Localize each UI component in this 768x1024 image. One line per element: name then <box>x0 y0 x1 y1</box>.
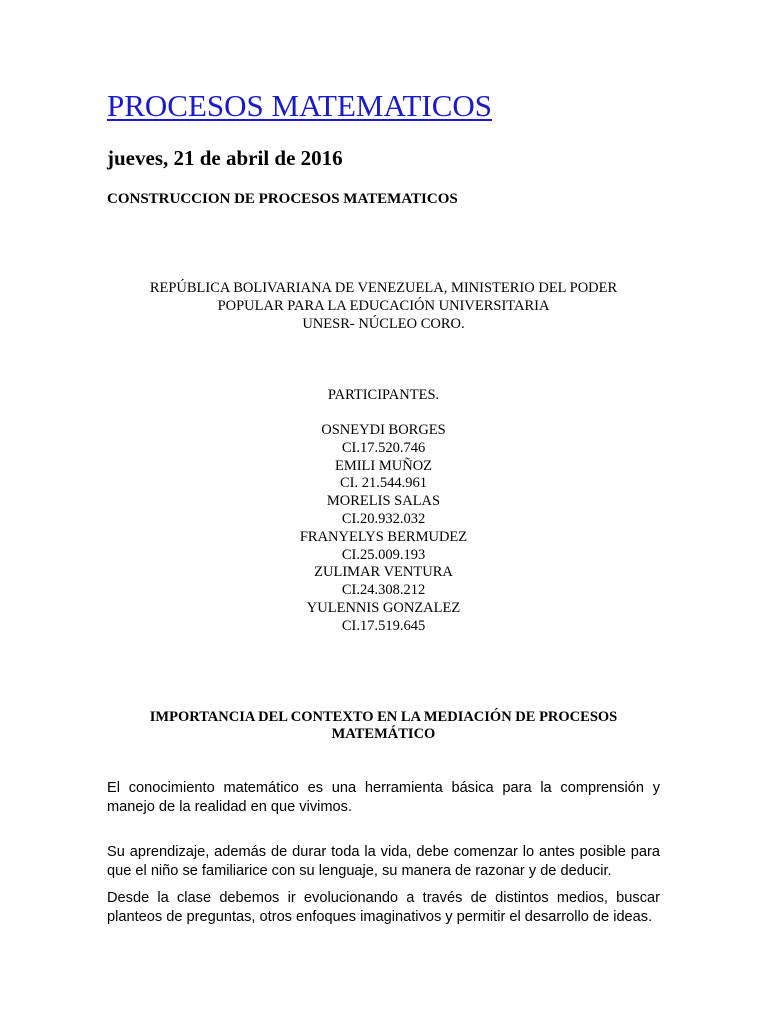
participant-ci: CI.25.009.193 <box>341 546 426 563</box>
participant-name: FRANYELYS BERMUDEZ <box>299 528 468 545</box>
section-heading-line: MATEMÁTICO <box>331 726 436 742</box>
institution-line: REPÚBLICA BOLIVARIANA DE VENEZUELA, MINISTERIO DEL PODER <box>149 280 618 296</box>
body-paragraph: Desde la clase debemos ir evolucionando a través de distintos medios, buscar planteos de preguntas, otros enfoques imaginativos y permitir el desarrollo de ideas. <box>107 890 660 925</box>
participant-name: MORELIS SALAS <box>326 493 441 510</box>
institution-block <box>107 279 660 333</box>
participant-name: YULENNIS GONZALEZ <box>306 599 461 616</box>
participant-ci: CI.17.520.746 <box>341 439 426 456</box>
participant-name: EMILI MUÑOZ <box>334 457 433 474</box>
body-paragraph: El conocimiento matemático es una herramienta básica para la comprensión y manejo de la realidad en que vivimos. <box>107 780 660 815</box>
post-title: CONSTRUCCION DE PROCESOS MATEMATICOS <box>107 191 458 207</box>
body-paragraph: Su aprendizaje, además de durar toda la vida, debe comenzar lo antes posible para que el niño se familiarice con su lenguaje, su manera de razonar y de deducir. <box>107 844 660 879</box>
participant-ci: CI.24.308.212 <box>341 582 426 599</box>
blog-title-link[interactable]: PROCESOS MATEMATICOS <box>107 88 493 123</box>
section-heading-line: IMPORTANCIA DEL CONTEXTO EN LA MEDIACIÓN DE PROCESOS <box>149 709 618 725</box>
participant-name: OSNEYDI BORGES <box>321 422 446 438</box>
institution-line: POPULAR PARA LA EDUCACIÓN UNIVERSITARIA <box>217 298 550 314</box>
post-date: jueves, 21 de abril de 2016 <box>107 146 343 170</box>
participants-list <box>107 422 660 636</box>
participant-name: ZULIMAR VENTURA <box>314 564 453 581</box>
participant-ci: CI. 21.544.961 <box>340 475 427 492</box>
section-heading <box>107 709 660 743</box>
participants-heading: PARTICIPANTES. <box>327 387 440 403</box>
participant-ci: CI.20.932.032 <box>341 510 426 527</box>
participant-ci: CI.17.519.645 <box>341 617 426 634</box>
institution-line: UNESR- NÚCLEO CORO. <box>302 316 465 332</box>
